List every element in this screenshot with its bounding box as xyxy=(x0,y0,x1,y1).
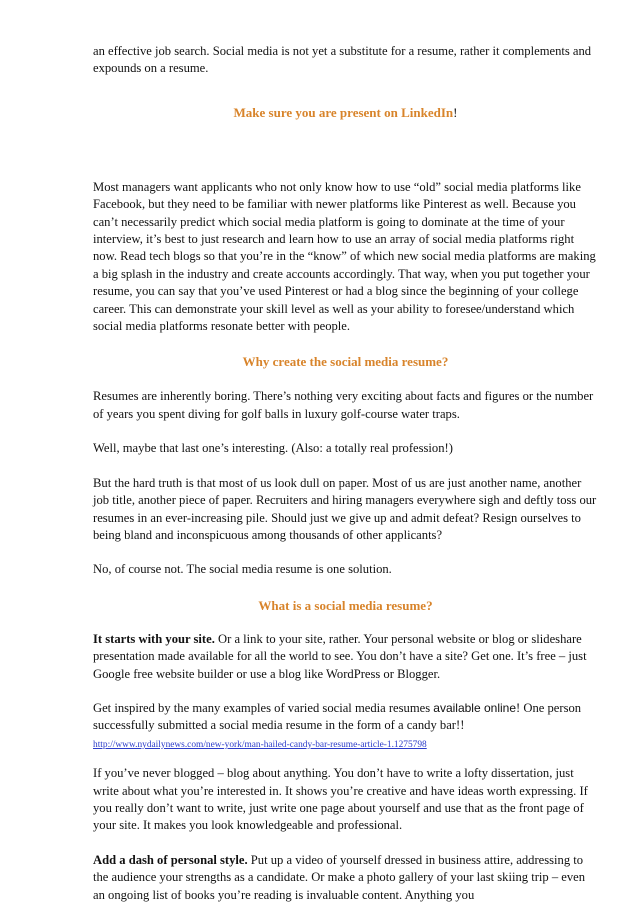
available-online-text: available online xyxy=(433,700,517,715)
inspired-paragraph-after: ! One person successfully submitted a social media resume in the form of a candy bar!! xyxy=(93,700,582,733)
style-paragraph-lead: Add a dash of personal style. xyxy=(93,852,248,867)
why-heading: Why create the social media resume? xyxy=(242,354,449,370)
blogged-paragraph: If you’ve never blogged – blog about anything. You don’t have to write a lofty dissertation, just write about what you’re interested in. It shows you’re creative and have ideas worth expressing. If you really don’t want to write, just write one page about yourself and use that as the front page of your site. It makes you look knowledgeable and professional. xyxy=(93,766,588,833)
inspired-paragraph xyxy=(93,700,598,752)
style-paragraph xyxy=(93,852,598,904)
style-paragraph-text: Put up a video of yourself dressed in business attire, addressing to the audience your strengths as a candidate. Or make a photo gallery of your last skiing trip – even an ongoing list of books you’re reading is invaluable content. Anything you xyxy=(93,852,586,902)
what-heading: What is a social media resume? xyxy=(258,597,433,613)
site-paragraph xyxy=(93,631,598,683)
why-paragraph-3: But the hard truth is that most of us look dull on paper. Most of us are just another name, another job title, another piece of paper. Recruiters and hiring managers everywhere sigh and deftly toss our resumes in an ever-increasing pile. Should just we give up and admit defeat? Resign ourselves to being bland and inconspicuous among thousands of other applicants? xyxy=(93,475,597,542)
managers-paragraph: Most managers want applicants who not only know how to use “old” social media platforms like Facebook, but they need to be familiar with newer platforms like Pinterest as well. Because you can’t necessarily predict which social media platform is going to dominate at the time of your interview, it’s best to just research and learn how to use an array of social media platforms right now. Read tech blogs so that you’re in the “know” of which new social media platforms are making a big splash in the industry and create accounts accordingly. That way, when you put together your resume, you can say that you’ve used Pinterest or had a blog since the beginning of your college career. This can demonstrate your skill level as well as your ability to foresee/understand which social media platforms resonate better with people. xyxy=(93,179,596,334)
inspired-paragraph-before: Get inspired by the many examples of varied social media resumes xyxy=(93,700,434,715)
linkedin-heading xyxy=(93,104,598,121)
why-paragraph-2: Well, maybe that last one’s interesting. (Also: a totally real profession!) xyxy=(93,441,453,456)
linkedin-heading-text: Make sure you are present on LinkedIn xyxy=(233,104,454,120)
site-paragraph-lead: It starts with your site. xyxy=(93,631,215,646)
why-paragraph-4: No, of course not. The social media resume is one solution. xyxy=(93,562,392,577)
site-paragraph-text: Or a link to your site, rather. Your personal website or blog or slideshare presentation made available for all the world to see. You don’t have a site? Get one. It’s free – just Google free website builder or use a blog like WordPress or Blogger. xyxy=(93,631,587,681)
intro-paragraph: an effective job search. Social media is not yet a substitute for a resume, rather it complements and expounds on a resume. xyxy=(93,44,592,76)
candy-bar-article-link[interactable]: http://www.nydailynews.com/new-york/man-hailed-candy-bar-resume-article-1.1275798 xyxy=(93,739,427,750)
why-paragraph-1: Resumes are inherently boring. There’s nothing very exciting about facts and figures or the number of years you spent diving for golf balls in luxury golf-course water traps. xyxy=(93,389,594,421)
linkedin-heading-punct: ! xyxy=(453,104,458,120)
